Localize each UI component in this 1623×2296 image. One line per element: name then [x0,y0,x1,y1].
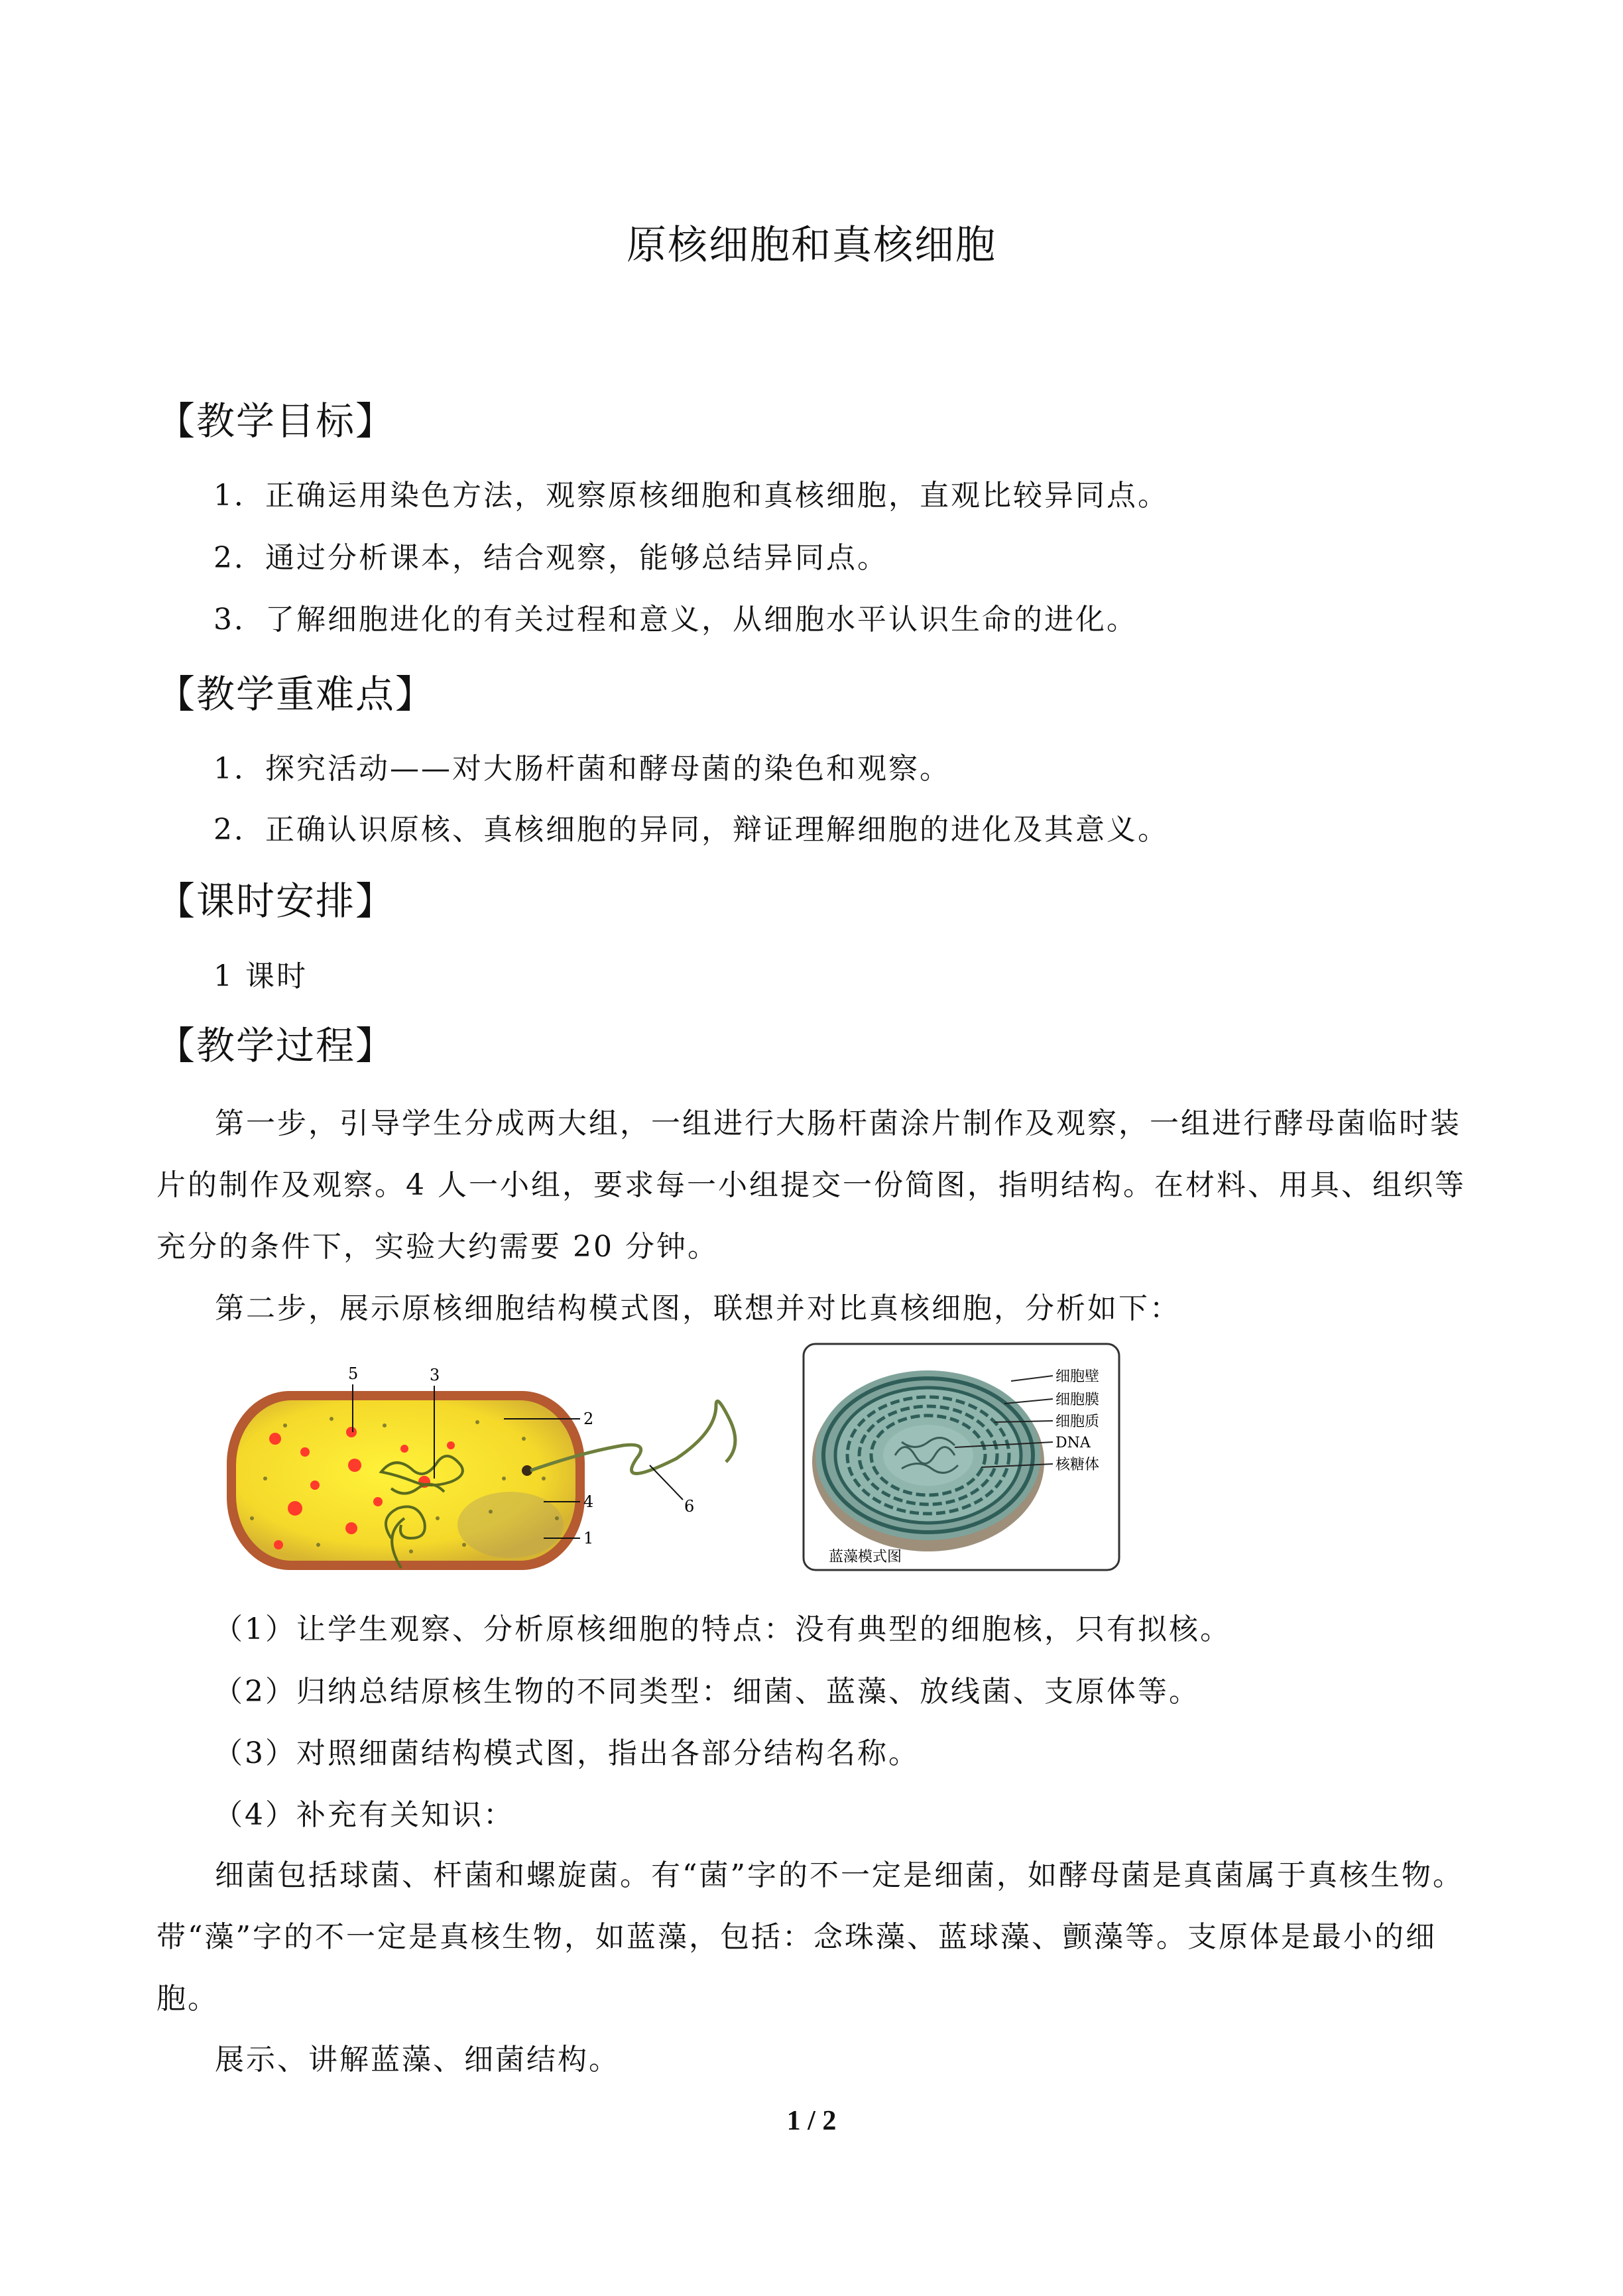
goal-item-1: 1．正确运用染色方法，观察原核细胞和真核细胞，直观比较异同点。 [213,479,1169,513]
schedule-text: 1 课时 [213,959,308,993]
bacteria-label-5: 5 [348,1364,359,1383]
keypoint-item-1: 1．探究活动——对大肠杆菌和酵母菌的染色和观察。 [213,752,951,786]
process-paragraph-3: 细菌包括球菌、杆菌和螺旋菌。有“菌”字的不一定是细菌，如酵母菌是真菌属于真核生物。带“藻”字的不一定是真核生物，如蓝藻，包括：念珠藻、蓝球藻、颤藻等。支原体是最小的细胞。 [156,1858,1464,2016]
process-paragraph-2: 第二步，展示原核细胞结构模式图，联想并对比真核细胞，分析如下： [215,1292,1181,1325]
algae-label-cell-wall: 细胞壁 [1055,1368,1100,1385]
process-paragraph-4: 展示、讲解蓝藻、细菌结构。 [215,2043,620,2077]
process-item-4: （4）补充有关知识： [213,1798,514,1832]
algae-label-ribosome: 核糖体 [1055,1457,1100,1473]
goal-item-3: 3．了解细胞进化的有关过程和意义，从细胞水平认识生命的进化。 [213,603,1138,636]
heading-keypoints: 【教学重难点】 [156,672,436,717]
bacteria-label-2: 2 [583,1410,594,1428]
keypoint-item-2: 2．正确认识原核、真核细胞的异同，辩证理解细胞的进化及其意义。 [213,813,1169,847]
algae-label-cytoplasm: 细胞质 [1055,1414,1100,1430]
algae-label-dna: DNA [1055,1435,1091,1451]
bacteria-structure-figure [212,1346,743,1578]
process-item-1: （1）让学生观察、分析原核细胞的特点：没有典型的细胞核，只有拟核。 [213,1612,1231,1646]
bacterium-cell [227,1391,735,1570]
page-number: 1 / 2 [786,2106,837,2136]
goal-item-2: 2．通过分析课本，结合观察，能够总结异同点。 [213,541,888,575]
heading-goals: 【教学目标】 [156,398,396,444]
process-item-3: （3）对照细菌结构模式图，指出各部分结构名称。 [213,1736,920,1770]
page-title: 原核细胞和真核细胞 [627,222,996,269]
bacteria-label-3: 3 [430,1366,440,1384]
algae-cell [812,1370,1044,1551]
algae-label-cell-membrane: 细胞膜 [1055,1392,1100,1408]
heading-schedule: 【课时安排】 [156,878,396,924]
blue-algae-model-figure [802,1343,1120,1571]
process-paragraph-1: 第一步，引导学生分成两大组，一组进行大肠杆菌涂片制作及观察，一组进行酵母菌临时装片的制作及观察。4 人一小组，要求每一小组提交一份简图，指明结构。在材料、用具、组织等充分的条件下，实验大约需要 20 分钟。 [156,1107,1466,1264]
bacteria-label-4: 4 [583,1492,594,1511]
bacteria-label-6: 6 [684,1497,695,1516]
bacteria-label-1: 1 [583,1529,594,1547]
algae-figure-caption: 蓝藻模式图 [829,1549,902,1565]
heading-process: 【教学过程】 [156,1023,396,1068]
process-item-2: （2）归纳总结原核生物的不同类型：细菌、蓝藻、放线菌、支原体等。 [213,1675,1200,1709]
